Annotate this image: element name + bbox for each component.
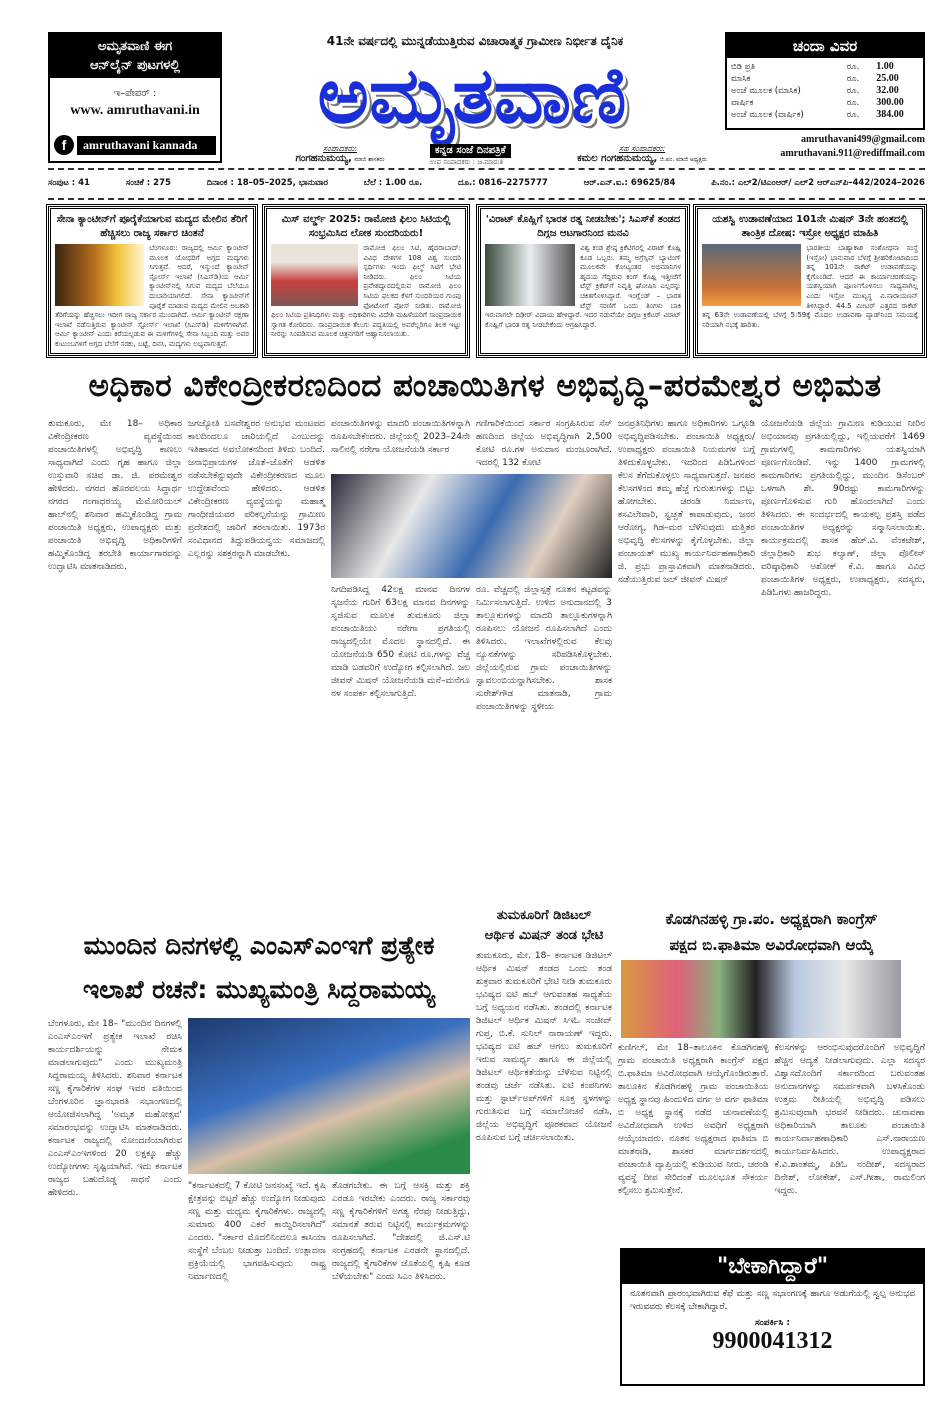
cm-story-col3: ತೊಡಗಬೇಕು. ಈ ಬಗ್ಗೆ ಆಸಕ್ತಿ ಮತ್ತು ಶಕ್ತಿ ಎರಡೂ ಇರಬೇಕು ಎಂದರು. ರಾಜ್ಯ ಸರ್ಕಾರವು ಸಣ್ಣ ಕೈಗಾರಿಕೆಗಳಿಗೆ ಅಗತ್ಯ ನೆರವು ನೀಡುತ್ತಿದ್ದು, ಸಮಾನತೆ ತರುವ ನಿಟ್ಟಿನಲ್ಲಿ ಕಾರ್ಯಕ್ರಮಗಳನ್ನು ರೂಪಿಸಲಾಗಿದೆ. "ದೇಶದಲ್ಲಿ ಜಿ.ಎಸ್.ಟಿ ಸಂಗ್ರಹದಲ್ಲಿ ಕರ್ನಾಟಕ ಎರಡನೇ ಸ್ಥಾನದಲ್ಲಿದೆ. ರಾಜ್ಯದಲ್ಲಿ ಕೈಗಾರಿಕೆಗಳ ಜೊತೆಯಲ್ಲಿ ಕೃಷಿ ಕೂಡ ಬೆಳೆಯಬೇಕು" ಎಂದು ಸಿಎಂ ತಿಳಿಸಿದರು. xyxy=(332,1181,470,1282)
main-story-col3-top: ಪಂಚಾಯಿತಿಗಳನ್ನು ಮಾದರಿ ಪಂಚಾಯಿತಿಗಳನ್ನಾಗಿ ರೂಪಿಸಬೇಕೆಂದರು. ಜಿಲ್ಲೆಯಲ್ಲಿ 2023–24ನೇ ಸಾಲಿನಲ್ಲಿ ನರೇಗಾ ಯೋಜನೆಯಡಿ ಸರ್ಕಾರ xyxy=(331,419,470,455)
main-story-col3-bottom: ನಿಗದಿಪಡಿಸಿದ್ದ 42ಲಕ್ಷ ಮಾನವ ದಿನಗಳ ಸೃಜನೆಯ ಗುರಿಗೆ 63ಲಕ್ಷ ಮಾನವ ದಿನಗಳನ್ನು ಸೃಜಿಸುವ ಮೂಲಕ ತುಮಕೂರು ಜಿಲ್ಲಾ ಪಂಚಾಯಿತಿಯು ನರೇಗಾ ಪ್ರಗತಿಯಲ್ಲಿ ರಾಜ್ಯದಲ್ಲಿಯೇ ಮೊದಲ ಸ್ಥಾನದಲ್ಲಿದೆ. ಈ ಯೋಜನೆಯಡಿ 650 ಕೋಟಿ ರೂ.ಗಳನ್ನು ವೆಚ್ಚ ಮಾಡಿ ಬಡವರಿಗೆ ಉದ್ಯೋಗ ಕಲ್ಪಿಸಲಾಗಿದೆ. ಜಲ ಜೀವನ್ ಮಿಷನ್ ಯೋಜನೆಯಡಿ ಮನೆ–ಮನೆಗೂ ನಳ ಸಂಪರ್ಕ ಕಲ್ಪಿಸಲಾಗುತ್ತಿದೆ. xyxy=(331,585,470,699)
story-headline: 'ವಿರಾಟ್ ಕೊಹ್ಲಿಗೆ ಭಾರತ ರತ್ನ ನೀಡಬೇಕು'; ಸಿಎಸ್‌ಕೆ ತಂಡದ ದಿಗ್ಗಜ ಆಟಗಾರನಿಂದ ಮನವಿ xyxy=(485,214,681,239)
minister-event-photo xyxy=(331,474,612,578)
tumakuru-story-headline[interactable]: ತುಮಕೂರಿಗೆ ಡಿಜಿಟಲ್ ಆರ್ಥಿಕ ಮಿಷನ್ ತಂಡ ಭೇಟಿ xyxy=(484,908,604,943)
ad-title: "ಬೇಕಾಗಿದ್ದಾರೆ" xyxy=(622,1250,923,1284)
subscription-row: ವಾರ್ಷಿಕ ರೂ. 300.00 xyxy=(731,97,904,108)
masthead-logo: ಅಮೃತವಾಣಿ xyxy=(317,51,627,141)
cm-story-col2: "ಕರ್ನಾಟಕದಲ್ಲಿ 7 ಕೋಟಿ ಜನಸಂಖ್ಯೆ ಇದೆ. ಕೃಷಿ ಕ್ಷೇತ್ರವನ್ನು ಬಿಟ್ಟರೆ ಹೆಚ್ಚು ಉದ್ಯೋಗ ನೀಡುವುದು ಸಣ್ಣ ಮತ್ತು ಮಧ್ಯಮ ಕೈಗಾರಿಕೆಗಳು. ರಾಜ್ಯದಲ್ಲಿ ಸುಮಾರು 400 ಎಕರೆ ಕಾಯ್ದಿರಿಸಲಾಗಿದೆ" ಎಂದರು. "ಸರ್ಕಾರ ಮೊದಲಿನಿಂದಲೂ ಕಾಸಿಯಾ ಸಂಸ್ಥೆಗೆ ಬೆಂಬಲ ನೀಡುತ್ತಾ ಬಂದಿದೆ. ಉತ್ಪಾದನಾ ಪ್ರಕ್ರಿಯೆಯಲ್ಲಿ ಭಾಗವಹಿಸುವುದು ರಾಷ್ಟ್ರ ನಿರ್ಮಾಣದಲ್ಲಿ xyxy=(188,1181,326,1282)
kodagi-story-headline[interactable]: ಕೊಡಗಿನಹಳ್ಳಿ ಗ್ರಾ.ಪಂ. ಅಧ್ಯಕ್ಷರಾಗಿ ಕಾಂಗ್ರೆಸ್ ಪಕ್ಷದ ಬಿ.ಫಾತಿಮಾ ಅವಿರೋಧವಾಗಿ ಆಯ್ಕೆ xyxy=(665,910,878,954)
top-story-army-canteen[interactable] xyxy=(48,206,256,356)
tumakuru-story-body: ತುಮಕೂರು, ಮೇ. 18– ಕರ್ನಾಟಕ ಡಿಜಿಟಲ್ ಆರ್ಥಿಕ ಮಿಷನ್ ತಂಡದ ಒಂದು ತಂಡ ಶುಕ್ರವಾರ ತುಮಕೂರಿಗೆ ಭೇಟಿ ನೀಡಿ ತುಮಕೂರು ಭವಿಷ್ಯದ ಐಟಿ ಹಬ್ ಆಗುವಂತಹ ಸಾಧ್ಯತೆಯ ಬಗ್ಗೆ ಅಧ್ಯಯನ ನಡೆಸಿತು. ತಂಡದಲ್ಲಿ ಕರ್ನಾಟಕ ಡಿಜಿಟಲ್ ಆರ್ಥಿಕ ಮಿಷನ್ ಸಿಇಓ ಸಂಜೀವ್ ಗುಪ್ತ, ಬಿ.ಕೆ. ಸುನಿಲ್ ನಾರಾಯಣ್ ಇದ್ದರು. ಭವಿಷ್ಯದ ಐಟಿ ಹಬ್ ಆಗಲು ತುಮಕೂರಿಗೆ ಇರುವ ಸಾಮರ್ಥ್ಯ ಹಾಗೂ ಈ ಜಿಲ್ಲೆಯಲ್ಲಿ ಡಿಜಿಟಲ್ ಆರ್ಥಿಕತೆಯನ್ನು ಬೆಳೆಸುವ ನಿಟ್ಟಿನಲ್ಲಿ ತಂಡವು ಚರ್ಚೆ ನಡೆಸಿತು. ಐಟಿ ಕಂಪನಿಗಳು ಮತ್ತು ಸ್ಟಾರ್ಟ್‌ಅಪ್‌ಗಳಿಗೆ ಸೂಕ್ತ ಸ್ಥಳಗಳನ್ನು ಗುರುತಿಸುವ ಬಗ್ಗೆ ಸಮಾಲೋಚನೆ ನಡೆಸಿ, ಜಿಲ್ಲೆಯ ಅಭಿವೃದ್ಧಿಗೆ ಪೂರಕವಾದ ಯೋಜನೆ ರೂಪಿಸುವ ಬಗ್ಗೆ ಚರ್ಚಿಸಲಾಯಿತು. xyxy=(476,951,612,1143)
online-box-title: ಅಮೃತವಾಣಿ ಈಗ ಆನ್‌ಲೈನ್ ಪುಟಗಳಲ್ಲಿ xyxy=(50,34,220,78)
subscription-table xyxy=(727,61,923,121)
divider xyxy=(48,168,925,170)
cm-story-body xyxy=(48,1018,470,1390)
panchayat-group-photo xyxy=(621,960,901,1038)
subscription-row: ಬಿಡಿ ಪ್ರತಿ ರೂ. 1.00 xyxy=(731,61,894,72)
tumakuru-story xyxy=(476,906,612,1390)
story-body: ರಾಮೋಜಿ ಫಿಲಂ ಸಿಟಿ, ಹೈದರಾಬಾದ್: ವಿವಿಧ ದೇಶಗಳ 108 ವಿಶ್ವ ಸುಂದರಿ ಸ್ಪರ್ಧಿಗಳು ಇಂದು ಫಿಲ್ಮ್ ಸಿಟಿಗೆ ಭೇಟಿ ನೀಡಿದರು. ಫಿಲಂ ಸಿಟಿಯ ಪ್ರವೇಶದ್ವಾರದಲ್ಲಿರುವ ರಾಮೋಜಿ ಫಿಲಂ ಸಿಟಿಯ ಫಲಕದ ಕೆಳಗೆ ಸುಂದರಿಯರ ಗುಂಪು ಫೋಟೋಗೆ ಪೋಸ್ ನೀಡಿತು. ರಾಮೋಜಿ ಫಿಲಂ ಸಿಟಿಯ ಪ್ರತಿನಿಧಿಗಳು ಮತ್ತು ಅಧಿಕಾರಿಗಳು ವಿದೇಶಿ ಮಹಿಳೆಯರಿಗೆ ಸಾಂಪ್ರದಾಯಿಕ ಸ್ವಾಗತ ಕೋರಿದರು. ಸಾಂಪ್ರದಾಯಿಕ ತೆಲುಗು ಪದ್ಧತಿಯಲ್ಲಿ ಅವರೆಲ್ಲರಿಗೂ ತಿಲಕ ಇಟ್ಟು ನೀರನ್ನು ಸಿಂಪಡಿಸುವ ಮೂಲಕ ಚಿತ್ರನಗರಿಗೆ ಆಹ್ವಾನಿಸಲಾಯಿತು. xyxy=(271,244,461,339)
wanted-ad xyxy=(620,1248,925,1386)
price: ಬೆಲೆ : 1.00 ರೂ. xyxy=(363,178,423,188)
facebook-icon: f xyxy=(54,135,74,155)
kodagi-story-col1: ಕುಣಿಗಲ್, ಮೇ 18–ತಾಲೂಕಿನ ಕೊಡಗಿನಹಳ್ಳಿ ಗ್ರಾಮ ಪಂಚಾಯಿತಿ ಅಧ್ಯಕ್ಷರಾಗಿ ಕಾಂಗ್ರೆಸ್ ಪಕ್ಷದ ಬಿ.ಫಾತಿಮಾ ಅವಿರೋಧವಾಗಿ ಆಯ್ಕೆಗೊಂಡಿರುತ್ತಾರೆ. ತಾಲೂಕಿನ ಕೊಡಗಿನಹಳ್ಳಿ ಗ್ರಾಮ ಪಂಚಾಯಿತಿಯ ಅಧ್ಯಕ್ಷ ಸ್ಥಾನವು ಹಿಂದುಳಿದ ವರ್ಗ ಅ ವರ್ಗ ಫಾತಿಮಾ ಬಿ ಅಧ್ಯಕ್ಷ ಸ್ಥಾನಕ್ಕೆ ನಡೆದ ಚುನಾವಣೆಯಲ್ಲಿ ಅವಿರೋಧವಾಗಿ ಉಳಿದ ಅವಧಿಗೆ ಅಧ್ಯಕ್ಷರಾಗಿ ಆಯ್ಕೆಯಾದರು. ನೂತನ ಅಧ್ಯಕ್ಷರಾದ ಫಾತಿಮಾ ಬಿ ಮಾತನಾಡಿ, ಶಾಸಕರ ಮಾರ್ಗದರ್ಶನದಲ್ಲಿ ಪಂಚಾಯಿತಿ ವ್ಯಾಪ್ತಿಯಲ್ಲಿ ಕುಡಿಯುವ ನೀರು, ಚರಂಡಿ ವ್ಯವಸ್ಥೆ ದೀಪ ಸೇರಿದಂತೆ ಮೂಲಭೂತ ಸೌಕರ್ಯ ಕಲ್ಪಿಸಲು ಶ್ರಮಿಸುತ್ತೇನೆ. xyxy=(618,1043,769,1196)
editor-credit: ಸಂಪಾದಕರು: ಗಂಗಹನುಮಯ್ಯ, ಮಾಜಿ ಶಾಸಕರು xyxy=(295,144,385,164)
subscription-title: ಚಂದಾ ವಿವರ xyxy=(727,34,923,58)
story-headline: ಸೇನಾ ಕ್ಯಾಂಟೀನ್‌ಗೆ ಪೂರೈಕೆಯಾಗುವ ಮದ್ಯದ ಮೇಲಿನ ತೆರಿಗೆ ಹೆಚ್ಚಿಸಲು ರಾಜ್ಯ ಸರ್ಕಾರ ಚಿಂತನೆ xyxy=(56,214,248,239)
cm-story-headline[interactable]: ಮುಂದಿನ ದಿನಗಳಲ್ಲಿ ಎಂಎಸ್‌ಎಂಇಗೆ ಪ್ರತ್ಯೇಕ ಇಲಾಖೆ ರಚನೆ: ಮುಖ್ಯಮಂತ್ರಿ ಸಿದ್ದರಾಮಯ್ಯ xyxy=(82,931,436,1004)
online-edition-box xyxy=(48,32,222,163)
ad-phone-number[interactable]: 9900041312 xyxy=(712,1328,833,1354)
dateline xyxy=(48,178,925,188)
email-2[interactable]: amruthavani.911@rediffmail.com xyxy=(780,148,925,159)
tagline: 41ನೇ ವರ್ಷದಲ್ಲಿ ಮುನ್ನಡೆಯುತ್ತಿರುವ ವಿಚಾರಾತ್ಮಕ ಗ್ರಾಮೀಣ ನಿರ್ಭೀತ ದೈನಿಕ xyxy=(326,34,624,48)
facebook-name: amruthavani kannada xyxy=(77,136,216,155)
email-1[interactable]: amruthavani499@gmail.com xyxy=(800,134,925,145)
main-story-col6: ಯೋಜನೆಯಡಿ ಜಿಲ್ಲೆಯ ಗ್ರಾಮೀಣ ಕುಡಿಯುವ ನೀರಿನ ಅಭಿಯಾನವು ಪ್ರಗತಿಯಲ್ಲಿದ್ದು, ಇಲ್ಲಿಯವರೆಗೆ 1469 ಗ್ರಾಮಗಳಲ್ಲಿ ಕಾಮಗಾರಿಗಳು ಯಶಸ್ವಿಯಾಗಿ ಪೂರ್ಣಗೊಂಡಿವೆ. ಇನ್ನು 1400 ಗ್ರಾಮಗಳಲ್ಲಿ ಕಾಮಗಾರಿಗಳು ಪ್ರಗತಿಯಲ್ಲಿದ್ದು, ಮುಂದಿನ ಡಿಸೆಂಬರ್ ಒಳಗಾಗಿ ಶೇ. 90ರಷ್ಟು ಕಾಮಗಾರಿಗಳನ್ನು ಪೂರ್ಣಗೊಳಿಸುವ ಗುರಿ ಹೊಂದಲಾಗಿದೆ ಎಂದು ತಿಳಿಸಿದರು. ಈ ಸಂದರ್ಭದಲ್ಲಿ ಕಾಯಕಲ್ಪ ಪ್ರಶಸ್ತಿ ಪಡೆದ ಪಂಚಾಯಿತಿಗಳ ಅಧ್ಯಕ್ಷರನ್ನು ಸನ್ಮಾನಿಸಲಾಯಿತು. ಕಾರ್ಯಕ್ರಮದಲ್ಲಿ ಶಾಸಕ ಹೆಚ್.ವಿ. ವೆಂಕಟೇಶ್, ಜಿಲ್ಲಾಧಿಕಾರಿ ಶುಭ ಕಲ್ಯಾಣ್, ಜಿಲ್ಲಾ ಪೊಲೀಸ್ ವರಿಷ್ಠಾಧಿಕಾರಿ ಅಶೋಕ್ ಕೆ.ವಿ. ಹಾಗೂ ವಿವಿಧ ಪಂಚಾಯಿತಿಗಳ ಅಧ್ಯಕ್ಷರು, ಉಪಾಧ್ಯಕ್ಷರು, ಸದಸ್ಯರು, ಪಿಡಿಓಗಳು ಹಾಜರಿದ್ದರು. xyxy=(761,419,925,598)
cm-story-right xyxy=(188,1018,470,1390)
paper-subtitle: ಕನ್ನಡ ಸಂಜೆ ದಿನಪತ್ರಿಕೆ xyxy=(430,144,511,158)
top-story-miss-world[interactable] xyxy=(264,206,468,356)
ad-contact-label: ಸಂಪರ್ಕಿಸಿ : xyxy=(755,1318,790,1328)
rocket-launch-photo xyxy=(702,244,801,306)
website-link[interactable]: www. amruthavani.in xyxy=(70,103,200,118)
date: ದಿನಾಂಕ : 18–05–2025, ಭಾನುವಾರ xyxy=(206,178,329,188)
kohli-photo xyxy=(485,244,575,306)
volume: ಸಂಪುಟ : 41 xyxy=(48,178,90,188)
top-story-isro[interactable] xyxy=(695,206,925,356)
main-story-col4-top: ಗಣಿಗಾರಿಕೆಯಿಂದ ಸರ್ಕಾರ ಸಂಗ್ರಹಿಸಿರುವ ಸೆಸ್ ಹಣದಿಂದ ಜಿಲ್ಲೆಯ ಅಭಿವೃದ್ಧಿಗಾಗಿ 2,500 ಕೋಟಿ ರೂ.ಗಳ ಅನುದಾನ ಮಂಜೂರಾಗಿದೆ. ಇದರಲ್ಲಿ 132 ಕೋಟಿ xyxy=(476,419,612,468)
epaper-label: ಇ–ಪೇಪರ್ : xyxy=(113,88,157,99)
main-story-col2: ಜಗಜ್ಯೋತಿ ಬಸವೇಶ್ವರರ ಅನುಭವ ಮಂಟಪದ ಕಾಲದಿಂದಲೂ ಜಾರಿಯಲ್ಲಿದೆ ಎಂಬುದನ್ನು ಇತಿಹಾಸದ ಅವಲೋಕನದಿಂದ ತಿಳಿದು ಬಂದಿದೆ. ಜನಾಭಿಪ್ರಾಯಗಳ ಜೊತೆ–ಜೊತೆಗೆ ಆಡಳಿತ ನಡೆಸಬೇಕೆನ್ನುವುದೇ ವಿಕೇಂದ್ರೀಕರಣದ ಮೂಲ ಉದ್ದೇಶವೆಂದು ಹೇಳಿದರು. ಆಡಳಿತ ವಿಕೇಂದ್ರೀಕರಣ ವ್ಯವಸ್ಥೆಯನ್ನು ಮಹಾತ್ಮ ಗಾಂಧೀಜಿಯವರ ಪರಿಕಲ್ಪನೆಯನ್ನು ಗ್ರಾಮೀಣ ಪ್ರದೇಶದಲ್ಲಿ ಜಾರಿಗೆ ತರಲಾಯಿತು. 1973ರ ಸಂವಿಧಾನದ ತಿದ್ದುಪಡಿಯನ್ವಯ ಸಮಾಜದಲ್ಲಿ ಎಲ್ಲರನ್ನು ಸಶಕ್ತರನ್ನಾಗಿ ಮಾಡಬೇಕು. xyxy=(188,419,325,559)
subscription-row: ಅಂಚೆ ಮೂಲಕ (ವಾರ್ಷಿಕ) ರೂ. 384.00 xyxy=(731,109,904,120)
story-headline: ಮಿಸ್ ವರ್ಲ್ಡ್ 2025: ರಾಮೋಜಿ ಫಿಲಂ ಸಿಟಿಯಲ್ಲಿ ಸಂಭ್ರಮಿಸಿದ ಲೋಕ ಸುಂದರಿಯರು! xyxy=(281,214,451,239)
issue: ಸಂಚಿಕೆ : 275 xyxy=(125,178,171,188)
story-headline: ಯಶಸ್ವಿ ಉಡಾವಣೆಯಾದ 101ನೇ ಮಿಷನ್ 3ನೇ ಹಂತದಲ್ಲಿ ತಾಂತ್ರಿಕ ದೋಷ: ಇಸ್ರೋ ಅಧ್ಯಕ್ಷರ ಮಾಹಿತಿ xyxy=(712,214,908,239)
subscription-box xyxy=(725,32,925,130)
cm-story xyxy=(48,924,470,1390)
kodagi-story xyxy=(618,906,925,1244)
top-story-kohli[interactable] xyxy=(478,206,688,356)
liquor-photo xyxy=(55,244,144,306)
kodagi-story-col2: ಕೆಲಸಗಳನ್ನು ಆರಂಭಿಸುವುದರೊಂದಿಗೆ ಅಭಿವೃದ್ಧಿಗೆ ಹೆಚ್ಚಿನ ಆದ್ಯತೆ ನೀಡಲಾಗುವುದು. ಎಲ್ಲಾ ಸದಸ್ಯರ ವಿಶ್ವಾಸದೊಂದಿಗೆ ಸರ್ಕಾರದಿಂದ ಬರುವಂತಹ ಅನುದಾನಗಳನ್ನು ಸಮರ್ಪಕವಾಗಿ ಬಳಸಿಕೊಂಡು ಉತ್ತಮ ರೀತಿಯಲ್ಲಿ ಅಭಿವೃದ್ಧಿ ಪಡಿಸಲು ಶ್ರಮಿಸುವುದಾಗಿ ಭರವಸೆ ನೀಡಿದರು. ಚುನಾವಣಾ ಅಧಿಕಾರಿಯಾಗಿ ತಾಲೂಕು ಪಂಚಾಯಿತಿ ಕಾರ್ಯನಿರ್ವಾಹಣಾಧಿಕಾರಿ ಎಸ್.ನಾರಾಯಣ ಕಾರ್ಯನಿರ್ವಹಿಸಿದರು. ಉಪಾಧ್ಯಕ್ಷರಾದ ಕೆ.ವಿ.ಶಾಂತಮ್ಮ, ಪಿಡಿಓ ನಂದೀಶ್, ಸದಸ್ಯರಾದ ದಿನೇಶ್, ಲೋಕೇಶ್, ಎಸ್.ಗೀತಾ, ರಾಮಲಿಂಗ ಇದ್ದರು. xyxy=(774,1043,925,1196)
phone: ದೂ.: 0816–2275777 xyxy=(457,178,548,188)
story-body: ವಿಶ್ವ ಕಂಡ ಶ್ರೇಷ್ಠ ಕ್ರಿಕೆಟಿಗರಲ್ಲಿ ವಿರಾಟ್ ಕೊಹ್ಲಿ ಕೂಡ ಒಬ್ಬರು. ತಮ್ಮ ಅಗ್ರೆಸ್ಸಿವ್ ಬ್ಯಾಟಿಂಗ್ ಮೂಲಕವೇ ಕೋಟ್ಯಂತರ ಅಭಿಮಾನಿಗಳ ಹೃದಯ ಗೆದ್ದಿರುವ ಕಿಂಗ್ ಕೊಹ್ಲಿ ಇತ್ತೀಚೆಗೆ ಟೆಸ್ಟ್ ಕ್ರಿಕೆಟ್‌ಗೆ ನಿವೃತ್ತಿ ಘೋಷಿಸಿ ಎಲ್ಲರನ್ನು ಚಕಿತಗೊಳಿಸಿದ್ದಾರೆ. ಇಂಗ್ಲೆಂಡ್ – ಭಾರತ ಟೆಸ್ಟ್ ಸರಣಿಗೆ ಒಂದು ತಿಂಗಳು ಬಾಕಿ ಇರುವಾಗಲೇ ದಿಢೀರ್ ವಿದಾಯ ಹೇಳಿದ್ದಾರೆ. ಇದರ ನಡುವೆಯೇ ದಿಗ್ಗಜ ಕ್ರಿಕೆಟರ್ ವಿರಾಟ್ ಕೊಹ್ಲಿಗೆ ಭಾರತ ರತ್ನ ನೀಡಬೇಕೆಂದು ಆಗ್ರಹಿಸಿದ್ದಾರೆ. xyxy=(485,244,681,329)
cm-story-cols xyxy=(188,1180,470,1390)
main-headline[interactable]: ಅಧಿಕಾರ ವಿಕೇಂದ್ರೀಕರಣದಿಂದ ಪಂಚಾಯಿತಿಗಳ ಅಭಿವೃದ್ಧಿ–ಪರಮೇಶ್ವರ ಅಭಿಮತ xyxy=(88,368,882,404)
cm-story-col1: ಬೆಂಗಳೂರು, ಮೇ 18– "ಮುಂದಿನ ದಿನಗಳಲ್ಲಿ ಎಂಎಸ್‌ಎಂಇಗೆ ಪ್ರತ್ಯೇಕ ಇಲಾಖೆ ರಚಿಸಿ ಕಾರ್ಯದರ್ಶಿಯನ್ನು ನೇಮಕ ಮಾಡಲಾಗುವುದು" ಎಂದು ಮುಖ್ಯಮಂತ್ರಿ ಸಿದ್ದರಾಮಯ್ಯ ತಿಳಿಸಿದರು. ಶನಿವಾರ ಕರ್ನಾಟಕ ಸಣ್ಣ ಕೈಗಾರಿಕೆಗಳ ಸಂಘ ಇವರ ವತಿಯಿಂದ ಬೆಂಗಳೂರಿನ ಜ್ಞಾನಭಾರತಿ ಸಭಾಂಗಣದಲ್ಲಿ ಆಯೋಜಿಸಲಾಗಿದ್ದ 'ಅಮೃತ ಮಹೋತ್ಸವ' ಸಮಾರಂಭವನ್ನು ಉದ್ಘಾಟಿಸಿ ಮಾತನಾಡಿದರು. ಕರ್ನಾಟಕ ರಾಜ್ಯದಲ್ಲಿ ನೋಂದಣಿಯಾಗಿರುವ ಎಂಎಸ್‌ಎಂಇಗಳಿಂದ 20 ಲಕ್ಷಕ್ಕೂ ಹೆಚ್ಚು ಉದ್ಯೋಗಗಳು ಸೃಷ್ಟಿಯಾಗಿವೆ. ಇದು ಕರ್ನಾಟಕ ರಾಜ್ಯದ ಬಹುದೊಡ್ಡ ಸಾಧನೆ ಎಂದು ಹೇಳಿದರು. xyxy=(48,1019,182,1198)
facebook-link[interactable] xyxy=(54,135,216,155)
subtitle-block xyxy=(430,144,556,167)
main-story-col1: ತುಮಕೂರು, ಮೇ 18– ಅಧಿಕಾರ ವಿಕೇಂದ್ರೀಕರಣ ವ್ಯವಸ್ಥೆಯಿಂದ ಪಂಚಾಯಿತಿಗಳಲ್ಲಿ ಅಭಿವೃದ್ಧಿ ಕಾಣಲು ಸಾಧ್ಯವಾಗಿದೆ ಎಂದು ಗೃಹ ಹಾಗೂ ಜಿಲ್ಲಾ ಉಸ್ತುವಾರಿ ಸಚಿವ ಡಾ. ಜಿ. ಪರಮೇಶ್ವರ ಹೇಳಿದರು. ನಗರದ ಹೊರವಲಯ ಸಿದ್ಧಾರ್ಥ ನಗರದ ಗಂಗಾಧರಯ್ಯ ಮೆಮೋರಿಯಲ್ ಹಾಲ್‌ನಲ್ಲಿ ಶನಿವಾರ ಹಮ್ಮಿಕೊಂಡಿದ್ದ ಗ್ರಾಮ ಪಂಚಾಯಿತಿ ಅಧ್ಯಕ್ಷರು, ಉಪಾಧ್ಯಕ್ಷರು ಮತ್ತು ಪಂಚಾಯಿತಿ ಅಭಿವೃದ್ಧಿ ಅಧಿಕಾರಿಗಳಿಗೆ ಹಮ್ಮಿಕೊಂಡಿದ್ದ ತರಬೇತಿ ಕಾರ್ಯಾಗಾರವನ್ನು ಉದ್ಘಾಟಿಸಿ ಮಾತನಾಡಿದರು. xyxy=(48,419,182,572)
kodagi-story-body xyxy=(618,1042,925,1244)
rni-number: ಆರ್.ಎನ್.ಐ.: 69625/84 xyxy=(583,178,676,188)
divider xyxy=(48,198,925,200)
sub-editor: ಉಪ ಸಂಪಾದಕರು : ಜ.ಮಾರುತಿ xyxy=(430,158,504,166)
story-body: ಭಾರತೀಯ ಬಾಹ್ಯಾಕಾಶ ಸಂಶೋಧನಾ ಸಂಸ್ಥೆ (ಇಸ್ರೋ) ಭಾನುವಾರ ಬೆಳಗ್ಗೆ ಶ್ರೀಹರಿಕೋಟಾದಿಂದ ತನ್ನ 101ನೇ ರಾಕೆಟ್ ಉಡಾವಣೆಯನ್ನು ಕೈಗೊಂಡಿದೆ. ಆದರೆ ಈ ಕಾರ್ಯಾಚರಣೆಯನ್ನು ಯಶಸ್ವಿಯಾಗಿ ಪೂರ್ಣಗೊಳಿಸಲು ಸಾಧ್ಯವಾಗಿಲ್ಲ ಎಂದು ಇಸ್ರೋ ಮುಖ್ಯಸ್ಥ ವಿ.ನಾರಾಯಣನ್ ತಿಳಿಸಿದ್ದಾರೆ. 44.5 ಮೀಟರ್ ಎತ್ತರದ ರಾಕೆಟ್ ತನ್ನ 63ನೇ ಉಡಾವಣೆಯಲ್ಲಿ ಬೆಳಗ್ಗೆ 5:59ಕ್ಕೆ ಮೊದಲ ಉಡಾವಣಾ ಪ್ಯಾಡ್‌ನಿಂದ ಸಮಯಕ್ಕೆ ಸರಿಯಾಗಿ ನಭಕ್ಕೆ ಹಾರಿತು. xyxy=(702,244,918,329)
subscription-row: ಮಾಸಿಕ ರೂ. 25.00 xyxy=(731,73,899,84)
story-body: ಬೆಂಗಳೂರು: ರಾಜ್ಯದಲ್ಲಿ ಆರ್ಮಿ ಕ್ಯಾಂಟೀನ್ ಮೂಲಕ ಯೋಧರಿಗೆ ಅಗ್ಗದ ಮದ್ಯಗಳು ಸಿಗುತ್ತವೆ. ಆದರೆ, ಇನ್ಮುಂದೆ ಕ್ಯಾಂಟೀನ್ ಸ್ಟೋರ್ಸ್ ಇಲಾಖೆ (ಸಿಎಸ್‌ಡಿ)ಯ ಆರ್ಮಿ ಕ್ಯಾಂಟೀನ್‌ನಲ್ಲಿ ಸಿಗುವ ಮದ್ಯದ ಬೆಲೆಯೂ ದುಬಾರಿಯಾಗಲಿದೆ. ಸೇನಾ ಕ್ಯಾಂಟೀನ್‌ಗೆ ಪೂರೈಕೆ ಮಾಡುವ ಮದ್ಯದ ಮೇಲಿನ ಅಬಕಾರಿ ತೆರಿಗೆಯನ್ನು ಹೆಚ್ಚಿಸಲು ಇದೀಗ ರಾಜ್ಯ ಸರ್ಕಾರ ಮುಂದಾಗಿದೆ. ಆರ್ಮಿ ಕ್ಯಾಂಟೀನ್ ರಕ್ಷಣಾ ಇಲಾಖೆ ನಡೆಸುತ್ತಿರುವ ಕ್ಯಾಂಟೀನ್ ಸ್ಟೋರ್ಸ್ ಇಲಾಖೆ (ಸಿಎಸ್‌ಡಿ) ಮಳಿಗೆಗಳಾಗಿವೆ. ಆರ್ಮಿ ಕ್ಯಾಂಟೀನ್ ಎಂದು ಕರೆಯಲ್ಪಡುವ ಈ ಮಳಿಗೆಗಳಲ್ಲಿ ಸೇನಾ ಸಿಬ್ಬಂದಿ ಮತ್ತು ಅವರ ಕುಟುಂಬಗಳಿಗೆ ಅಗ್ಗದ ಬೆಲೆಗೆ ಸರಕು, ಬಟ್ಟೆ, ದಿನಸಿ, ಮದ್ಯಗಳು ಲಭ್ಯವಾಗುತ್ತವೆ. xyxy=(55,244,249,348)
main-story-col4-bottom: ರೂ. ವೆಚ್ಚದಲ್ಲಿ ಜಿಲ್ಲಾಸ್ಪತ್ರೆ ನೂತನ ಕಟ್ಟಡವನ್ನು ನಿರ್ಮಿಸಲಾಗುತ್ತಿದೆ. ಉಳಿದ ಅನುದಾನದಲ್ಲಿ 3 ತಾಲ್ಲೂಕುಗಳನ್ನು ಮಾದರಿ ತಾಲ್ಲೂಕುಗಳನ್ನಾಗಿ ರೂಪಿಸಲು ಯೋಜನೆ ರೂಪಿಸಲಾಗಿದೆ ಎಂದು ತಿಳಿಸಿದರು. ಇಲಾಖೆಗಳಲ್ಲಿರುವ ಕೆಲವು ನ್ಯೂನತೆಗಳನ್ನು ಸರಿಪಡಿಸಿಕೊಳ್ಳಬೇಕು. ಜಿಲ್ಲೆಯಲ್ಲಿರುವ ಗ್ರಾಮ ಪಂಚಾಯಿತಿಗಳನ್ನು ಸ್ವಾವಲಂಬಿಯನ್ನಾಗಿಸಬೇಕು. ಶಾಸಕ ಸುರೇಶ್‌ಗೌಡ ಮಾತನಾಡಿ, ಗ್ರಾಮ ಪಂಚಾಯಿತಿಗಳನ್ನು ಸ್ಥಳೀಯ xyxy=(476,585,612,712)
ad-body: ನೂತನವಾಗಿ ಪ್ರಾರಂಭವಾಗಿರುವ ಕೆಫೆ ಮತ್ತು ಸಣ್ಣ ಸಭಾಂಗಣಕ್ಕೆ ಹಾಗೂ ಅಡುಗೆಯಲ್ಲಿ ಸ್ವಲ್ಪ ಅನುಭವ ಇರುವವರು ಕೆಲಸಕ್ಕೆ ಬೇಕಾಗಿದ್ದಾರೆ. xyxy=(630,1289,915,1312)
main-story-col5: ಜನಪ್ರತಿನಿಧಿಗಳು ಹಾಗೂ ಅಧಿಕಾರಿಗಳು ಒಗ್ಗೂಡಿ ಅಭಿವೃದ್ಧಿಪಡಿಸಬೇಕು. ಪಂಚಾಯಿತಿ ಅಧ್ಯಕ್ಷರು/ಉಪಾಧ್ಯಕ್ಷರು ಪಂಚಾಯಿತಿ ನಿಯಮಗಳ ಬಗ್ಗೆ ತಿಳಿದುಕೊಳ್ಳಬೇಕು. ಇದರಿಂದ ಪಿಡಿಓಗಳಿಂದ ಕೆಲಸ ತೆಗೆದುಕೊಳ್ಳಲು ಸಾಧ್ಯವಾಗುತ್ತದೆ. ಜನಪರ ಕೆಲಸಗಳಿಂದ ತಮ್ಮ ಹೆಜ್ಜೆ ಗುರುತುಗಳನ್ನು ಬಿಟ್ಟು ಹೋಗಬೇಕು. ಚರಂಡಿ ನಿರ್ಮಾಣ, ಕಸವಿಲೇವಾರಿ, ಸ್ವಚ್ಛತೆ ಕಾಪಾಡುವುದು, ಜನರ ಆರೋಗ್ಯ, ಗಿಡ–ಮರ ಬೆಳೆಸುವುದು ಮತ್ತಿತರ ಅಭಿವೃದ್ಧಿ ಕೆಲಸಗಳನ್ನು ಕೈಗೊಳ್ಳಬೇಕು. ಜಿಲ್ಲಾ ಪಂಚಾಯತ್ ಮುಖ್ಯ ಕಾರ್ಯನಿರ್ವಹಣಾಧಿಕಾರಿ ಜಿ. ಪ್ರಭು ಪ್ರಾಸ್ತಾವಿಕವಾಗಿ ಮಾತನಾಡಿದರು. ನಡೆಯುತ್ತಿರುವ ಜಲ್ ಜೀವನ್ ಮಿಷನ್ xyxy=(618,419,755,585)
subscription-row: ಅಂಚೆ ಮೂಲಕ (ಮಾಸಿಕ) ರೂ. 32.00 xyxy=(731,85,899,96)
miss-world-photo xyxy=(271,244,358,306)
cm-siddaramaiah-photo xyxy=(188,1018,470,1174)
postal-number: ಪಿ.ನಂ.: ಎಲ್2/ಟಿಎಂಆರ್/ ಎಲ್2 ಆರ್‌ಎನ್‌ಪಿ–442/2024–2026 xyxy=(711,178,925,188)
coeditor-credit: ಸಹ ಸಂಪಾದಕರು: ಕಮಲ ಗಂಗಹನುಮಯ್ಯ, ಜಿ.ಪಂ. ಮಾಜಿ ಅಧ್ಯಕ್ಷರು xyxy=(577,144,707,164)
